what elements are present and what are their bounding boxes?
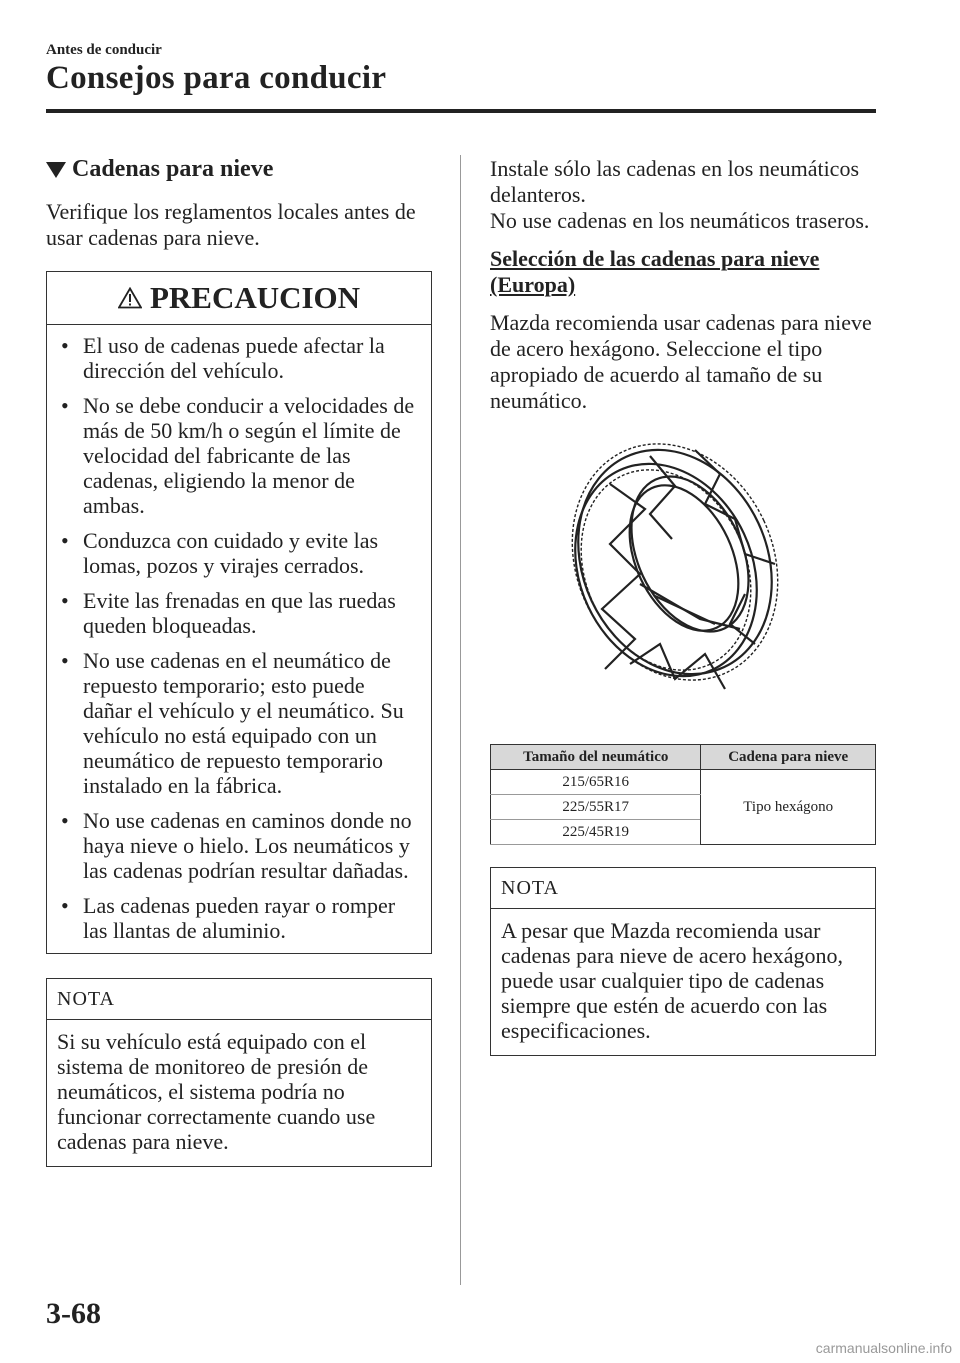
caution-item: • Evite las frenadas en que las ruedas queden bloqueadas.: [59, 588, 417, 638]
install-paragraph: Instale sólo las cadenas en los neumáticos delanteros.: [490, 156, 860, 207]
snow-chain-icon: [490, 414, 876, 744]
right-column: [490, 156, 876, 1056]
table-header: Cadena para nieve: [701, 745, 876, 770]
tire-size-cell: 215/65R16: [491, 770, 701, 795]
caution-item: • Las cadenas pueden rayar o romper las llantas de aluminio.: [59, 893, 417, 943]
header-rule: [46, 109, 876, 113]
footer-watermark: carmanualsonline.info: [815, 1340, 952, 1356]
caution-item: • No se debe conducir a velocidades de más de 50 km/h o según el límite de velocidad del fabricante de las cadenas, eligiendo la menor de ambas.: [59, 393, 417, 518]
warning-icon: [118, 287, 142, 309]
subheading: Selección de las cadenas para nieve (Europa): [490, 246, 820, 297]
chain-type-cell: Tipo hexágono: [701, 770, 876, 845]
caution-item: • No use cadenas en caminos donde no haya nieve o hielo. Los neumáticos y las cadenas podrían resultar dañadas.: [59, 808, 417, 883]
snow-chain-illustration: [490, 414, 876, 744]
tire-size-table: [490, 744, 876, 845]
triangle-down-icon: [46, 162, 66, 178]
nota-title: NOTA: [491, 868, 875, 909]
caution-title: PRECAUCION: [149, 280, 361, 315]
table-row: [491, 770, 876, 795]
caution-box: [46, 271, 432, 954]
recommendation-paragraph: Mazda recomienda usar cadenas para nieve de acero hexágono. Seleccione el tipo apropiado de acuerdo al tamaño de su neumático.: [490, 310, 872, 413]
tire-size-cell: 225/55R17: [491, 795, 701, 820]
caution-item: • No use cadenas en el neumático de repuesto temporario; esto puede dañar el vehículo y el neumático. Su vehículo no está equipado con un neumático de repuesto temporario instalado en la fábrica.: [59, 648, 417, 798]
caution-item: • El uso de cadenas puede afectar la dirección del vehículo.: [59, 333, 417, 383]
left-column: [46, 156, 432, 1167]
nota-body: A pesar que Mazda recomienda usar cadenas para nieve de acero hexágono, puede usar cualquier tipo de cadenas siempre que estén de acuerdo con las especificaciones.: [501, 918, 844, 1043]
section-title: [46, 156, 432, 183]
nota-box-left: [46, 978, 432, 1167]
page-number: 3-68: [46, 1297, 101, 1330]
column-divider: [460, 155, 461, 1285]
nota-box-right: [490, 867, 876, 1056]
tire-size-cell: 225/45R19: [491, 820, 701, 845]
table-header: Tamaño del neumático: [491, 745, 701, 770]
section-header: Antes de conducir: [46, 42, 162, 58]
nota-title: NOTA: [47, 979, 431, 1020]
intro-paragraph: Verifique los reglamentos locales antes de usar cadenas para nieve.: [46, 199, 416, 250]
section-title-text: Cadenas para nieve: [72, 156, 274, 182]
caution-item: • Conduzca con cuidado y evite las lomas, pozos y virajes cerrados.: [59, 528, 417, 578]
rear-paragraph: No use cadenas en los neumáticos traseros.: [490, 208, 870, 233]
caution-header: [47, 272, 431, 325]
chapter-title: Consejos para conducir: [46, 60, 387, 96]
caution-list: [47, 325, 431, 953]
nota-body: Si su vehículo está equipado con el sistema de monitoreo de presión de neumáticos, el sistema podría no funcionar correctamente cuando use cadenas para nieve.: [57, 1029, 376, 1154]
